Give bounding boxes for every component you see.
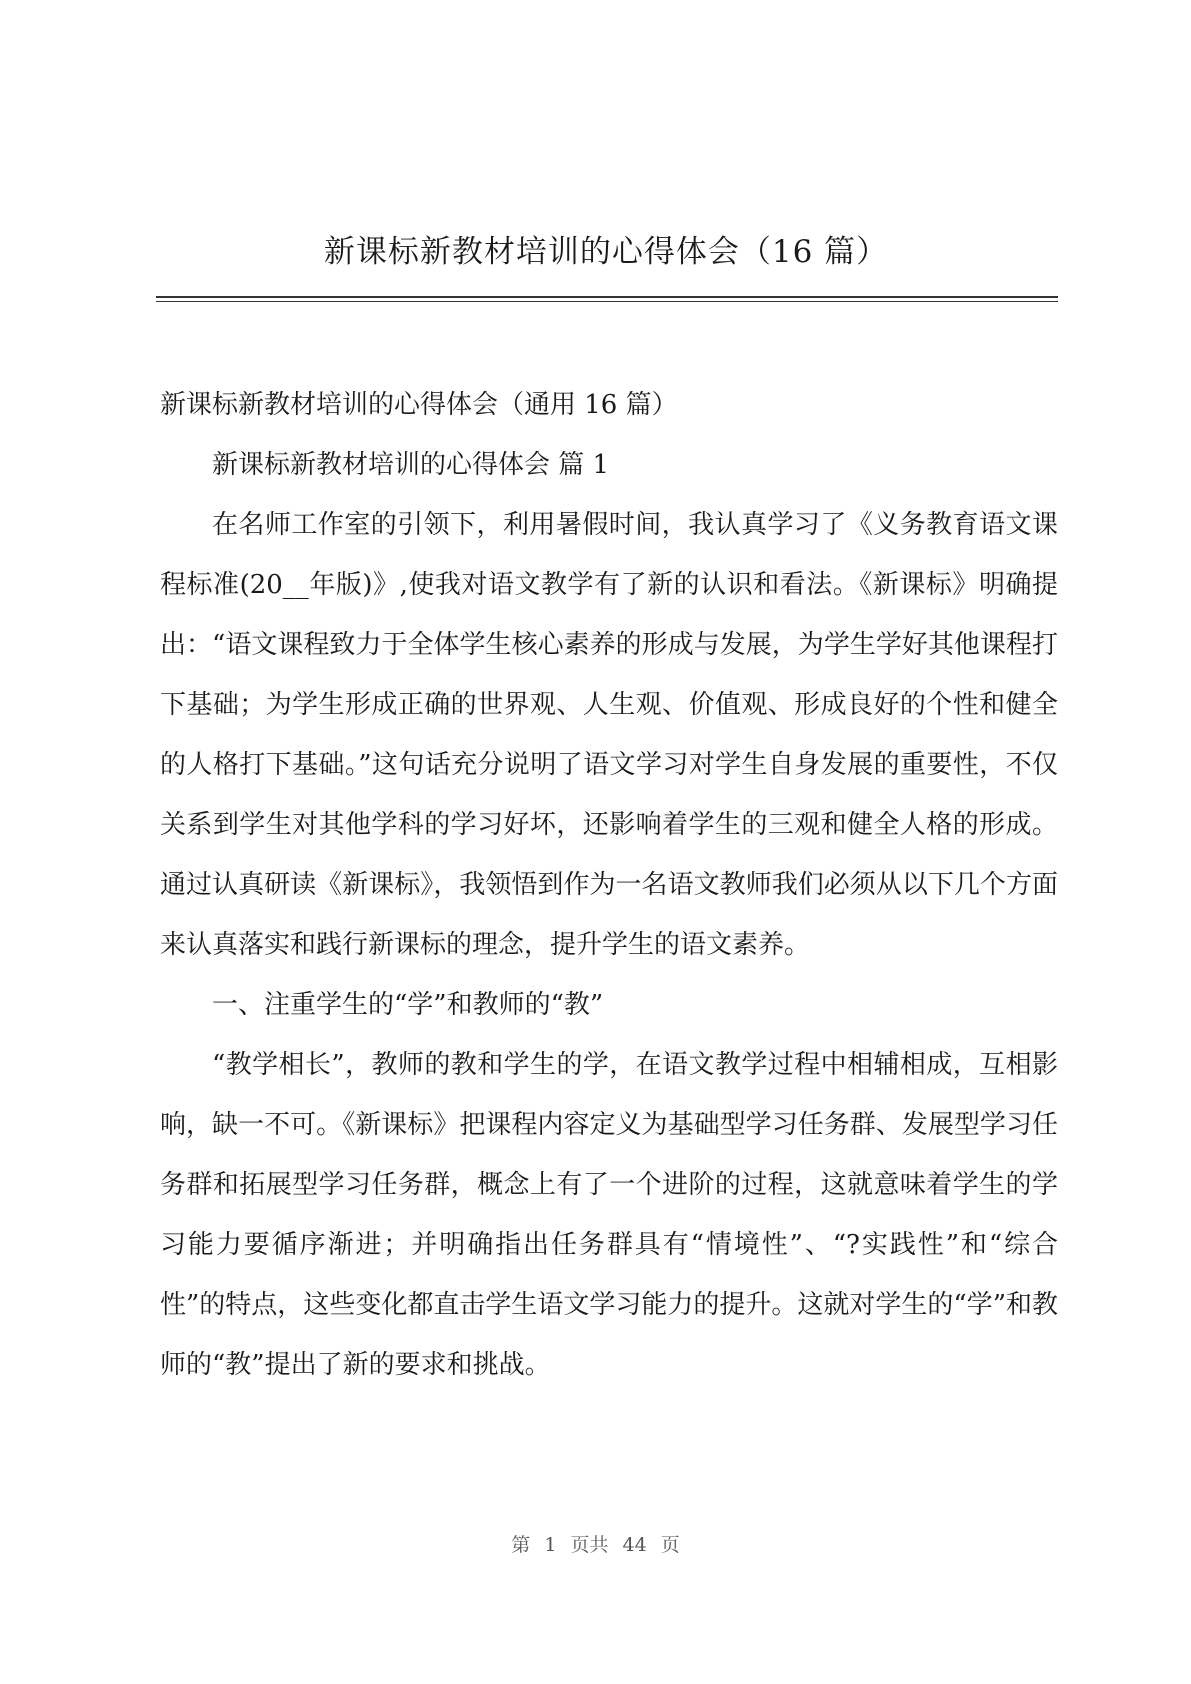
section-heading: 新课标新教材培训的心得体会 篇 1 [212, 450, 610, 480]
subsection-heading: 一、注重学生的“学”和教师的“教” [212, 990, 604, 1020]
page-number-footer: 第 1 页共 44 页 [511, 1534, 680, 1556]
body-paragraph: “教学相长”，教师的教和学生的学，在语文教学过程中相辅相成，互相影响，缺一不可。《新课标》把课程内容定义为基础型学习任务群、发展型学习任务群和拓展型学习任务群，概念上有了一个进阶的过程，这就意味着学生的学习能力要循序渐进；并明确指出任务群具有“情境性”、“?实践性”和“综合性”的特点，这些变化都直击学生语文学习能力的提升。这就对学生的“学”和教师的“教”提出了新的要求和挑战。 [160, 1050, 1058, 1380]
document-subtitle: 新课标新教材培训的心得体会（通用 16 篇） [160, 390, 678, 420]
document-title: 新课标新教材培训的心得体会（16 篇） [323, 234, 889, 270]
document-body [160, 375, 1058, 1395]
title-divider [156, 296, 1058, 302]
body-paragraph: 在名师工作室的引领下，利用暑假时间，我认真学习了《义务教育语文课程标准(20__年版)》,使我对语文教学有了新的认识和看法。《新课标》明确提出：“语文课程致力于全体学生核心素养的形成与发展，为学生学好其他课程打下基础；为学生形成正确的世界观、人生观、价值观、形成良好的个性和健全的人格打下基础。”这句话充分说明了语文学习对学生自身发展的重要性，不仅关系到学生对其他学科的学习好坏，还影响着学生的三观和健全人格的形成。通过认真研读《新课标》，我领悟到作为一名语文教师我们必须从以下几个方面来认真落实和践行新课标的理念，提升学生的语文素养。 [160, 510, 1058, 960]
